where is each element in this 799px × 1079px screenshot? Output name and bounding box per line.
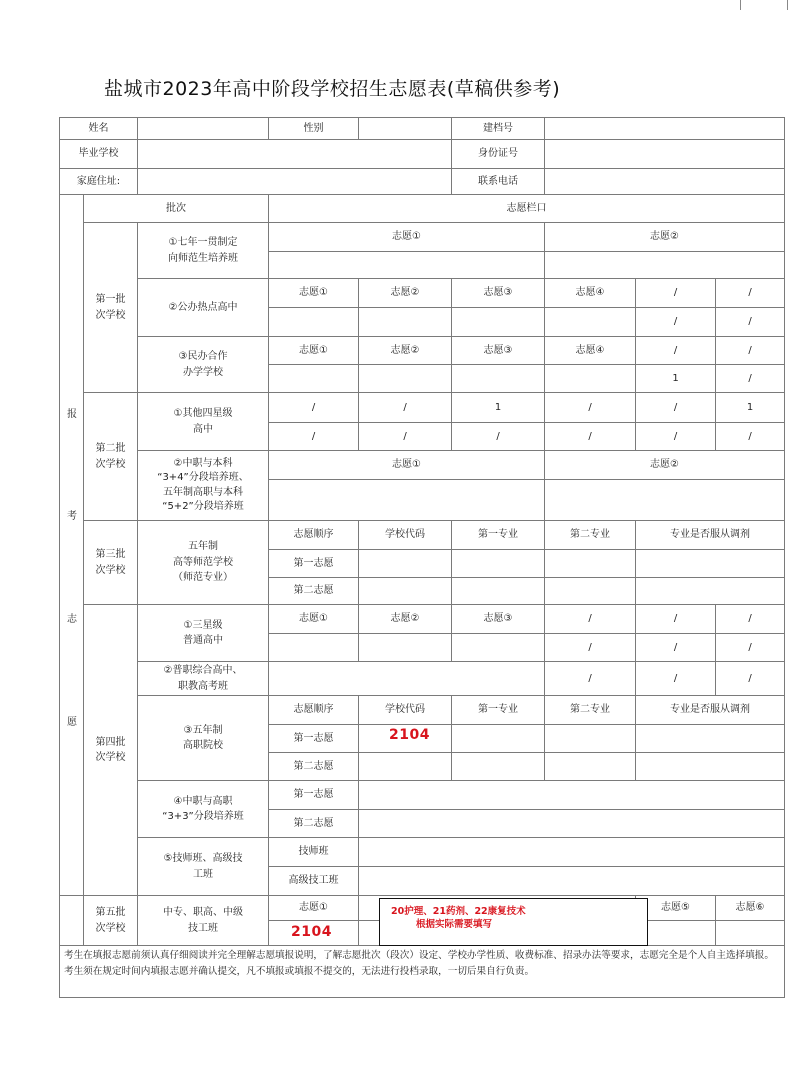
slash-mark: / bbox=[673, 401, 678, 413]
wish-1: 志愿① bbox=[392, 231, 421, 243]
slash-mark: / bbox=[673, 430, 678, 442]
wish-1: 志愿① bbox=[299, 287, 328, 299]
slash-mark: / bbox=[673, 316, 678, 328]
wish-2: 志愿② bbox=[390, 287, 420, 299]
batch3-label: 第三批 次学校 bbox=[95, 549, 126, 576]
slash-mark: / bbox=[748, 372, 752, 384]
batch1-item3: ③民办合作 办学学校 bbox=[178, 351, 228, 378]
batch4-label: 第四批 次学校 bbox=[95, 736, 126, 763]
one-mark: 1 bbox=[672, 372, 679, 384]
wish-4: 志愿④ bbox=[575, 344, 605, 356]
batch4-item2: ②普职综合高中、 职教高考班 bbox=[163, 665, 243, 692]
id-label: 身份证号 bbox=[478, 148, 518, 160]
slash-mark: / bbox=[748, 316, 752, 328]
wish-order-header: 志愿顺序 bbox=[293, 529, 334, 541]
first-wish-label: 第一志愿 bbox=[293, 789, 334, 801]
wish-2: 志愿② bbox=[390, 613, 420, 625]
batch4-item4: ④中职与高职 “3+3”分段培养班 bbox=[162, 795, 244, 822]
major1-header: 第一专业 bbox=[478, 704, 518, 716]
slash-mark: / bbox=[673, 641, 678, 653]
address-label: 家庭住址: bbox=[76, 175, 121, 187]
batch2-label: 第二批 次学校 bbox=[95, 443, 126, 470]
slash-mark: / bbox=[588, 613, 592, 625]
slash-mark: / bbox=[748, 287, 752, 299]
batch-column-header: 批次 bbox=[166, 202, 186, 214]
batch2-item2: ②中职与本科 “3+4”分段培养班、 五年制高职与本科 “5+2”分段培养班 bbox=[157, 457, 249, 512]
wish-2: 志愿② bbox=[650, 231, 679, 243]
second-wish-label: 第二志愿 bbox=[293, 760, 334, 772]
file-no-label: 建档号 bbox=[483, 122, 513, 134]
slash-mark: / bbox=[588, 401, 592, 413]
annotation-note-box bbox=[379, 898, 648, 946]
batch5-item: 中专、职高、中级 技工班 bbox=[163, 907, 243, 934]
school-code-header: 学校代码 bbox=[385, 529, 425, 541]
gender-label: 性别 bbox=[303, 122, 324, 134]
name-label: 姓名 bbox=[88, 122, 109, 134]
wish-3: 志愿③ bbox=[483, 344, 513, 356]
wish-5: 志愿⑤ bbox=[661, 902, 690, 914]
slash-mark: / bbox=[403, 430, 407, 442]
slash-mark: / bbox=[748, 613, 752, 625]
slash-mark: / bbox=[403, 401, 407, 413]
side-label-char: 愿 bbox=[67, 717, 77, 728]
one-mark: 1 bbox=[746, 401, 754, 413]
wish-column-header: 志愿栏口 bbox=[506, 202, 547, 214]
major2-header: 第二专业 bbox=[570, 704, 610, 716]
batch1-item2: ②公办热点高中 bbox=[168, 301, 238, 313]
footer-notice: 考生在填报志愿前须认真仔细阅读并完全理解志愿填报说明，了解志愿批次（段次）设定、学校办学性质、收费标准、招录办法等要求，志愿完全是个人自主选择填报。考生须在规定时间内填报志愿并确认提交，凡不填报或填报不提交的，无法进行投档录取，一切后果自行负责。 bbox=[64, 950, 774, 977]
handwritten-school-code: 2104 bbox=[291, 924, 332, 940]
wish-1: 志愿① bbox=[299, 613, 328, 625]
phone-label: 联系电话 bbox=[478, 175, 518, 187]
tech-class-label: 技师班 bbox=[298, 846, 329, 858]
school-label: 毕业学校 bbox=[78, 148, 119, 160]
slash-mark: / bbox=[673, 672, 678, 684]
slash-mark: / bbox=[673, 613, 678, 625]
slash-mark: / bbox=[588, 641, 592, 653]
wish-3: 志愿③ bbox=[483, 613, 513, 625]
first-wish-label: 第一志愿 bbox=[293, 557, 334, 569]
first-wish-label: 第一志愿 bbox=[293, 732, 334, 744]
major2-header: 第二专业 bbox=[570, 529, 610, 541]
page-title: 盐城市2023年高中阶段学校招生志愿表(草稿供参考) bbox=[104, 78, 561, 100]
school-code-header: 学校代码 bbox=[385, 704, 425, 716]
slash-mark: / bbox=[748, 430, 752, 442]
slash-mark: / bbox=[748, 641, 752, 653]
adjust-header: 专业是否服从调剂 bbox=[670, 529, 750, 541]
slash-mark: / bbox=[748, 344, 752, 356]
wish-1: 志愿① bbox=[392, 459, 421, 471]
wish-2: 志愿② bbox=[390, 344, 420, 356]
wish-2: 志愿② bbox=[650, 459, 679, 471]
note-line-1: 20护理、21药剂、22康复技术 bbox=[391, 906, 526, 917]
slash-mark: / bbox=[311, 401, 316, 413]
senior-tech-class-label: 高级技工班 bbox=[288, 875, 339, 887]
handwritten-school-code: 2104 bbox=[389, 727, 430, 743]
batch2-item1: ①其他四星级 高中 bbox=[173, 408, 233, 435]
batch4-item1: ①三星级 普通高中 bbox=[183, 619, 223, 646]
side-label-char: 志 bbox=[67, 614, 77, 625]
batch3-item: 五年制 高等师范学校 （师范专业） bbox=[173, 541, 233, 584]
wish-4: 志愿④ bbox=[575, 287, 605, 299]
second-wish-label: 第二志愿 bbox=[293, 585, 334, 597]
slash-mark: / bbox=[748, 672, 752, 684]
slash-mark: / bbox=[496, 430, 500, 442]
wish-6: 志愿⑥ bbox=[735, 902, 765, 914]
slash-mark: / bbox=[311, 430, 316, 442]
one-mark: 1 bbox=[494, 401, 502, 413]
slash-mark: / bbox=[673, 344, 678, 356]
side-label-char: 报 bbox=[67, 409, 77, 420]
wish-order-header: 志愿顺序 bbox=[293, 704, 334, 716]
batch4-item5: ⑤技师班、高级技 工班 bbox=[163, 853, 243, 880]
wish-3: 志愿③ bbox=[483, 287, 513, 299]
slash-mark: / bbox=[588, 430, 592, 442]
wish-1: 志愿① bbox=[299, 902, 328, 914]
adjust-header: 专业是否服从调剂 bbox=[670, 704, 750, 716]
wish-1: 志愿① bbox=[299, 344, 328, 356]
batch1-label: 第一批 次学校 bbox=[95, 294, 126, 321]
second-wish-label: 第二志愿 bbox=[293, 817, 334, 829]
slash-mark: / bbox=[673, 287, 678, 299]
slash-mark: / bbox=[588, 672, 592, 684]
batch4-item3: ③五年制 高职院校 bbox=[183, 724, 223, 751]
batch1-item1: ①七年一贯制定 向师范生培养班 bbox=[168, 237, 238, 264]
batch5-label: 第五批 次学校 bbox=[95, 907, 126, 934]
side-label-char: 考 bbox=[67, 511, 77, 522]
major1-header: 第一专业 bbox=[478, 529, 518, 541]
note-line-2: 根据实际需要填写 bbox=[416, 919, 493, 930]
